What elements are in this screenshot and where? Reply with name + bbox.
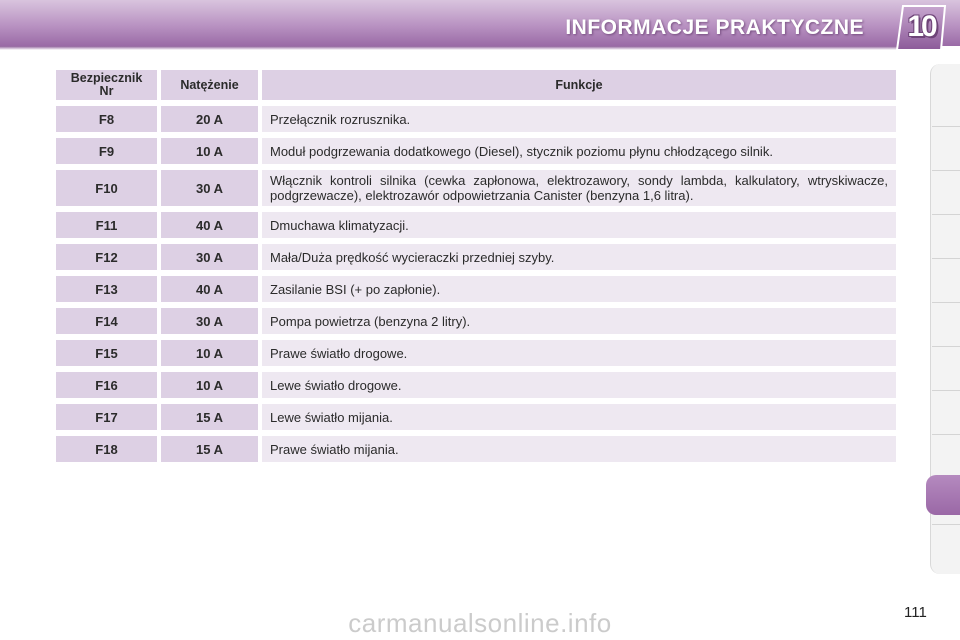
fuse-function: Zasilanie BSI (+ po zapłonie).: [262, 276, 896, 302]
fuse-table: [52, 64, 900, 468]
table-row: [56, 372, 896, 398]
fuse-function: Włącznik kontroli silnika (cewka zapłonowa, elektrozawory, sondy lambda, kalkulatory, wtryskiwacze, podgrzewacze), elektrozawór odpowietrzania Canister (benzyna 1,6 litra).: [262, 170, 896, 206]
fuse-function: Przełącznik rozrusznika.: [262, 106, 896, 132]
fuse-amperage: 20 A: [161, 106, 258, 132]
tab-separator: [932, 434, 960, 435]
section-title: INFORMACJE PRAKTYCZNE: [565, 16, 864, 39]
header-amperage: Natężenie: [161, 70, 258, 100]
fuse-number: F11: [56, 212, 157, 238]
fuse-amperage: 15 A: [161, 436, 258, 462]
table-row: [56, 276, 896, 302]
table-row: [56, 308, 896, 334]
tab-separator: [932, 258, 960, 259]
tab-separator: [932, 170, 960, 171]
table-row: [56, 244, 896, 270]
header-fuse-number: [56, 70, 157, 100]
fuse-amperage: 40 A: [161, 212, 258, 238]
fuse-amperage: 10 A: [161, 138, 258, 164]
header-fuse-line1: Bezpiecznik: [70, 71, 143, 85]
header-fuse-line2: Nr: [99, 84, 114, 98]
table-row: [56, 340, 896, 366]
fuse-amperage: 30 A: [161, 308, 258, 334]
fuse-amperage: 30 A: [161, 244, 258, 270]
chapter-tab-active[interactable]: [926, 475, 960, 515]
tab-separator: [932, 390, 960, 391]
fuse-function: Dmuchawa klimatyzacji.: [262, 212, 896, 238]
tab-separator: [932, 126, 960, 127]
watermark: carmanualsonline.info: [348, 608, 612, 638]
page-header: [0, 0, 960, 58]
tab-separator: [932, 302, 960, 303]
fuse-number: F12: [56, 244, 157, 270]
chapter-number: 10: [907, 10, 935, 43]
tab-separator: [932, 346, 960, 347]
table-row: [56, 106, 896, 132]
page-number: 111: [904, 604, 927, 621]
fuse-number: F18: [56, 436, 157, 462]
tab-separator: [932, 214, 960, 215]
chapter-tabs: [926, 64, 960, 574]
fuse-function: Lewe światło drogowe.: [262, 372, 896, 398]
fuse-amperage: 10 A: [161, 340, 258, 366]
fuse-amperage: 15 A: [161, 404, 258, 430]
fuse-function: Lewe światło mijania.: [262, 404, 896, 430]
table-row: [56, 138, 896, 164]
table-row: [56, 436, 896, 462]
fuse-function: Prawe światło drogowe.: [262, 340, 896, 366]
header-band-shadow: [0, 46, 905, 50]
fuse-number: F16: [56, 372, 157, 398]
table-row: [56, 212, 896, 238]
fuse-amperage: 10 A: [161, 372, 258, 398]
table-row: [56, 404, 896, 430]
fuse-number: F10: [56, 170, 157, 206]
fuse-number: F13: [56, 276, 157, 302]
fuse-function: Pompa powietrza (benzyna 2 litry).: [262, 308, 896, 334]
fuse-amperage: 30 A: [161, 170, 258, 206]
fuse-number: F8: [56, 106, 157, 132]
fuse-number: F15: [56, 340, 157, 366]
fuse-number: F14: [56, 308, 157, 334]
fuse-number: F17: [56, 404, 157, 430]
fuse-function: Prawe światło mijania.: [262, 436, 896, 462]
tab-separator: [932, 524, 960, 525]
table-row: [56, 170, 896, 206]
header-functions: Funkcje: [262, 70, 896, 100]
fuse-function: Moduł podgrzewania dodatkowego (Diesel), stycznik poziomu płynu chłodzącego silnik.: [262, 138, 896, 164]
fuse-number: F9: [56, 138, 157, 164]
fuse-amperage: 40 A: [161, 276, 258, 302]
fuse-function: Mała/Duża prędkość wycieraczki przedniej szyby.: [262, 244, 896, 270]
chapter-badge: [895, 4, 947, 52]
